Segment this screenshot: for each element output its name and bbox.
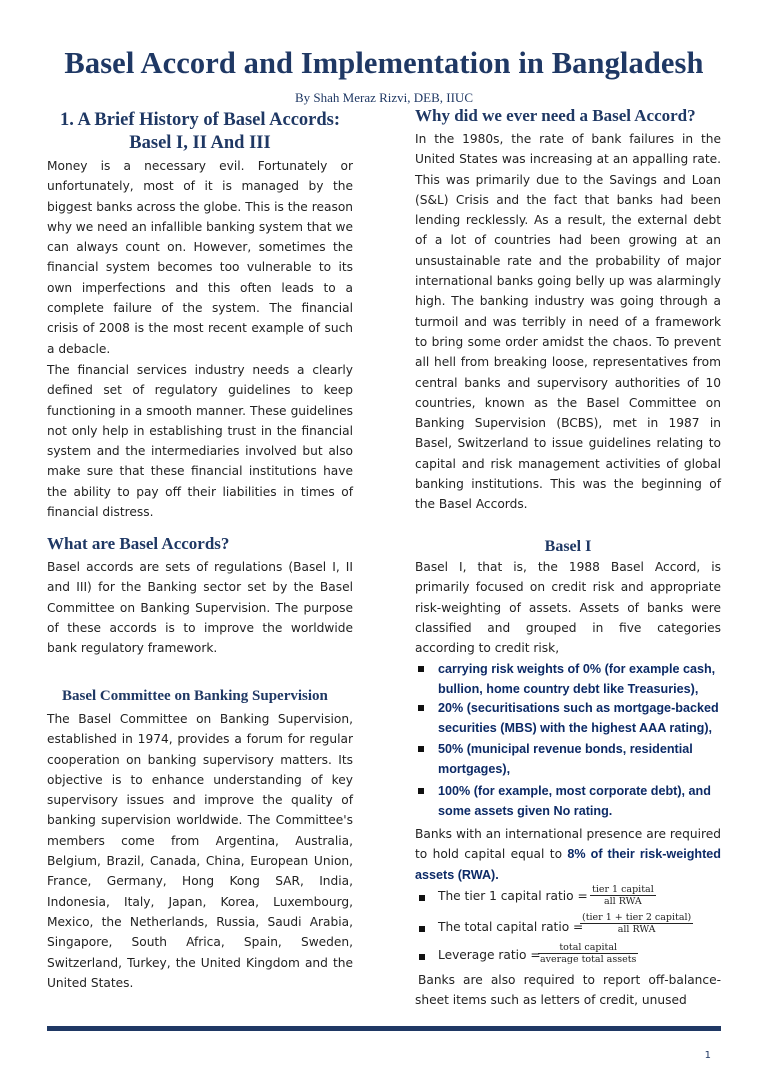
bcbs-paragraph: The Basel Committee on Banking Supervision, established in 1974, provides a forum for regular cooperation on banking supervisory matters. Its objective is to enhance understanding of key supervisory issues and improve the quality of banking supervision worldwide. The Committee's members come from Argentina, Australia, Belgium, Brazil, Canada, China, European Union, France, Germany, Hong Kong SAR, India, Indonesia, Italy, Japan, Korea, Luxembourg, Mexico, the Netherlands, Russia, Saudi Arabia, Singapore, South Africa, Spain, Sweden, Switzerland, Turkey, the United Kingdom and the United States.: [47, 712, 353, 990]
section-1-heading: 1. A Brief History of Basel Accords: Basel I, II And III: [59, 110, 341, 153]
intro-paragraph-2: The financial services industry needs a clearly defined set of regulatory guidelines to keep functioning in a smooth manner. These guidelines not only help in establishing trust in the financial system and the intermediaries involved but also make sure that these financial institutions have the ability to pay off their liabilities in times of financial distress.: [47, 363, 353, 520]
total-capital-ratio-numerator: (tier 1 + tier 2 capital): [582, 912, 692, 923]
risk-weight-bullet-0: [418, 660, 723, 699]
bullet-text: 20% (securitisations such as mortgage-backed securities (MBS) with the highest AAA rating),: [438, 701, 719, 735]
basel-1-paragraph: Basel I, that is, the 1988 Basel Accord, is primarily focused on credit risk and appropriate risk-weighting of assets. Assets of banks were classified and grouped in five categories according to credit risk,: [415, 560, 721, 656]
total-capital-ratio-fraction: [580, 912, 693, 935]
what-are-basel-accords-heading: What are Basel Accords?: [47, 534, 230, 553]
bullet-square-icon: [418, 666, 424, 672]
bullet-square-icon: [418, 788, 424, 794]
off-balance-sheet-paragraph: Banks are also required to report off-balance-sheet items such as letters of credit, unused: [415, 973, 721, 1008]
capital-requirement-emphasis: 8% of their risk-weighted assets (RWA).: [415, 847, 721, 882]
author-byline: By Shah Meraz Rizvi, DEB, IIUC: [294, 90, 473, 105]
total-capital-ratio-label: The total capital ratio =: [438, 920, 584, 934]
leverage-ratio-label: Leverage ratio =: [438, 948, 541, 962]
risk-weight-bullet-100: [418, 782, 723, 821]
what-are-basel-accords-paragraph: Basel accords are sets of regulations (Basel I, II and III) for the Banking sector set by the Basel Committee on Banking Supervision. The purpose of these accords is to improve the worldwide bank regulatory framework.: [47, 560, 353, 656]
bullet-square-icon: [419, 926, 425, 932]
capital-requirement-paragraph: [415, 824, 721, 885]
tier1-ratio-label: The tier 1 capital ratio =: [438, 889, 588, 903]
bullet-text: carrying risk weights of 0% (for example cash, bullion, home country debt like Treasuries),: [438, 662, 716, 696]
document-title: Basel Accord and Implementation in Bangladesh: [64, 46, 704, 80]
leverage-ratio-fraction: [538, 942, 638, 965]
bullet-square-icon: [419, 954, 425, 960]
capital-requirement-text: Banks with an international presence are required to hold capital equal to: [415, 827, 721, 862]
tier1-ratio-denominator: all RWA: [590, 895, 656, 907]
tier1-ratio-fraction: [590, 884, 656, 907]
bullet-square-icon: [418, 705, 424, 711]
leverage-ratio-numerator: total capital: [559, 942, 618, 953]
why-basel-paragraph: In the 1980s, the rate of bank failures in the United States was increasing at an appalling rate. This was primarily due to the Savings and Loan (S&L) Crisis and the fact that banks had been lending recklessly. As a result, the external debt of a lot of countries had been growing at an unsustainable rate and the probability of major international banks going belly up was alarmingly high. The banking industry was going through a turmoil and was terribly in need of a framework to bring some order amidst the chaos. To prevent all hell from breaking loose, representatives from central banks and supervisory authorities of 10 countries, known as the Basel Committee on Banking Supervision (BCBS), met in 1987 in Basel, Switzerland to issue guidelines relating to capital and risk management activities of global banking institutions. This was the beginning of the Basel Accords.: [415, 132, 721, 512]
bullet-text: 100% (for example, most corporate debt), and some assets given No rating.: [438, 784, 711, 818]
page-number: 1: [704, 1050, 711, 1061]
leverage-ratio-denominator: average total assets: [540, 954, 637, 965]
basel-1-heading: Basel I: [544, 538, 592, 555]
tier1-ratio-numerator: tier 1 capital: [592, 884, 654, 895]
why-basel-heading: Why did we ever need a Basel Accord?: [415, 106, 696, 125]
footer-rule: [47, 1026, 721, 1031]
bullet-square-icon: [418, 746, 424, 752]
bullet-square-icon: [419, 895, 425, 901]
bullet-text: 50% (municipal revenue bonds, residential mortgages),: [438, 742, 693, 776]
risk-weight-bullet-20: [418, 699, 723, 738]
bcbs-heading: Basel Committee on Banking Supervision: [62, 688, 328, 704]
intro-paragraph-1: Money is a necessary evil. Fortunately or unfortunately, most of it is managed by the biggest banks across the globe. This is the reason why we need an infallible banking system that we can always count on. However, sometimes the financial system becomes too vulnerable to its own imperfections and this often leads to a complete failure of the system. The financial crisis of 2008 is the most recent example of such a debacle.: [47, 159, 353, 356]
total-capital-ratio-denominator: all RWA: [580, 923, 693, 935]
risk-weight-bullet-50: [418, 740, 723, 779]
